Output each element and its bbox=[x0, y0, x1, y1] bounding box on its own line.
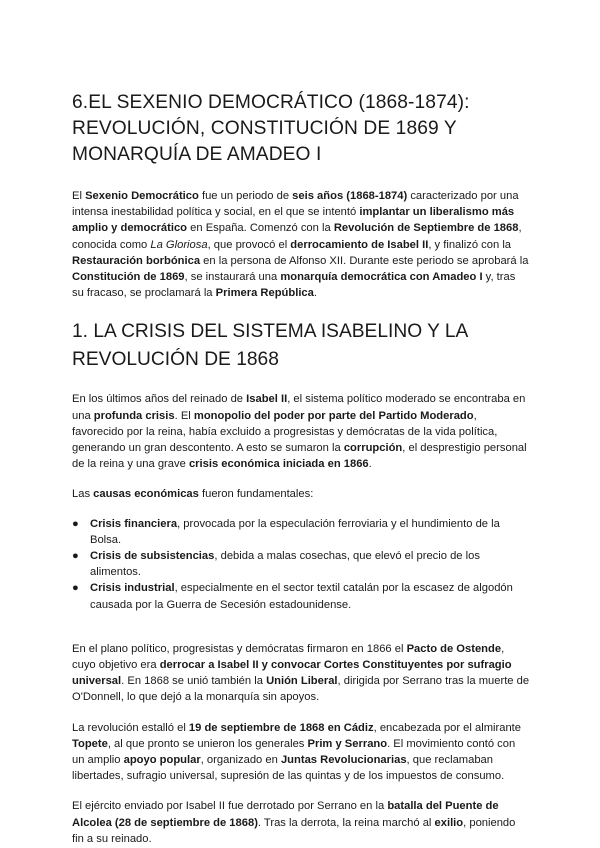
economic-causes-list bbox=[72, 516, 530, 613]
revolution-paragraph: La revolución estalló el 19 de septiembre de 1868 en Cádiz, encabezada por el almirante Topete, al que pronto se unieron los generales Prim y Serrano. El movimiento contó con un amplio apoyo popular, organizado en Juntas Revolucionarias, que reclamaban libertades, sufragio universal, supresión de las quintas y de los impuestos de consumo. bbox=[72, 721, 522, 783]
economic-causes-intro: Las causas económicas fueron fundamentales: bbox=[72, 488, 314, 501]
document-title: 6.EL SEXENIO DEMOCRÁTICO (1868-1874): REVOLUCIÓN, CONSTITUCIÓN DE 1869 Y MONARQUÍA DE AMADEO I bbox=[72, 92, 470, 165]
bullet-icon: ● bbox=[72, 582, 79, 595]
document-page bbox=[72, 90, 530, 847]
section-1-heading: 1. LA CRISIS DEL SISTEMA ISABELINO Y LA REVOLUCIÓN DE 1868 bbox=[72, 321, 468, 371]
political-paragraph: En el plano político, progresistas y demócratas firmaron en 1866 el Pacto de Ostende, cuyo objetivo era derrocar a Isabel II y convocar Cortes Constituyentes por sufragio universal. En 1868 se unió también la Unión Liberal, dirigida por Serrano tras la muerte de O'Donnell, lo que dejó a la monarquía sin apoyos. bbox=[72, 642, 530, 704]
intro-paragraph: El Sexenio Democrático fue un periodo de seis años (1868-1874) caracterizado por una intensa inestabilidad política y social, en el que se intentó implantar un liberalismo más amplio y democrático en España. Comenzó con la Revolución de Septiembre de 1868, conocida como La Gloriosa, que provocó el derrocamiento de Isabel II, y finalizó con la Restauración borbónica en la persona de Alfonso XII. Durante este periodo se aprobará la Constitución de 1869, se instaurará una monarquía democrática con Amadeo I y, tras su fracaso, se proclamará la Primera República. bbox=[72, 190, 529, 300]
list-item: ● Crisis financiera, provocada por la especulación ferroviaria y el hundimiento de la Bolsa. bbox=[72, 517, 500, 546]
list-item: ● Crisis de subsistencias, debida a malas cosechas, que elevó el precio de los alimentos. bbox=[72, 550, 480, 579]
bullet-icon: ● bbox=[72, 517, 79, 530]
bullet-icon: ● bbox=[72, 550, 79, 563]
list-item: ● Crisis industrial, especialmente en el sector textil catalán por la escasez de algodón causada por la Guerra de Secesión estadounidense. bbox=[72, 582, 513, 611]
crisis-paragraph: En los últimos años del reinado de Isabel II, el sistema político moderado se encontraba en una profunda crisis. El monopolio del poder por parte del Partido Moderado, favorecido por la reina, había excluido a progresistas y demócratas de la vida política, generando un gran descontento. A esto se sumaron la corrupción, el desprestigio personal de la reina y una grave crisis económica iniciada en 1866. bbox=[72, 393, 527, 471]
alcolea-paragraph: El ejército enviado por Isabel II fue derrotado por Serrano en la batalla del Puente de Alcolea (28 de septiembre de 1868). Tras la derrota, la reina marchó al exilio, poniendo fin a su reinado. bbox=[72, 800, 516, 845]
